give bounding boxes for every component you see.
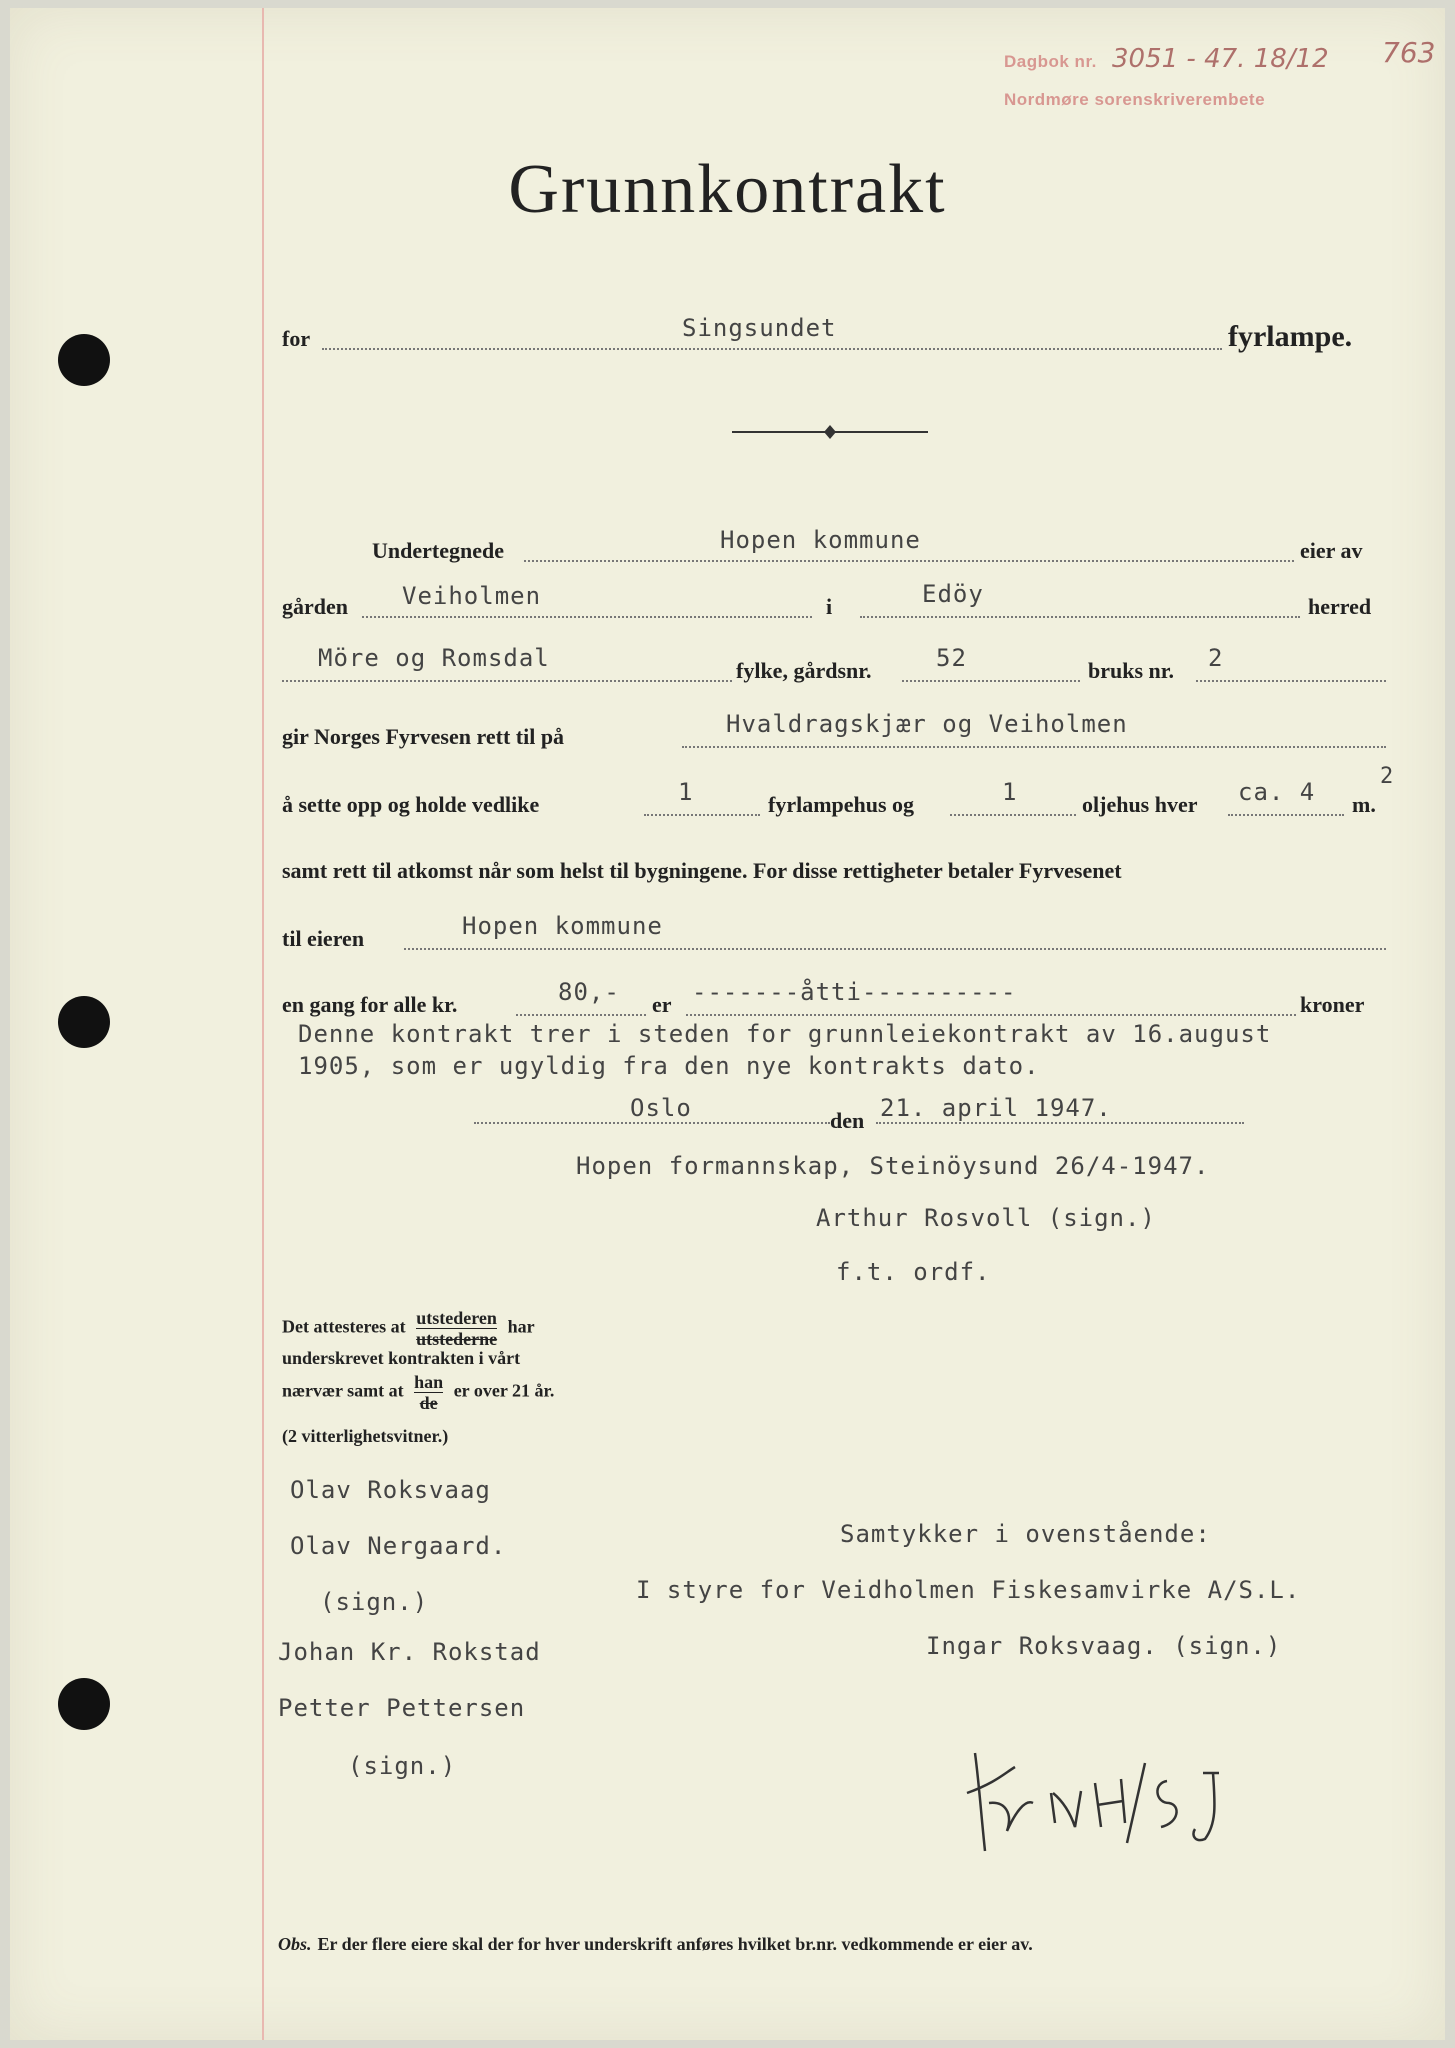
attest-l3-post: er over 21 år. <box>453 1380 555 1401</box>
obs-text: Er der flere eiere skal der for hver underskrift anføres hvilket br.nr. vedkommende er eier av. <box>317 1934 1033 1954</box>
attest-pronoun-plural: de <box>419 1393 438 1413</box>
punch-hole-top <box>58 334 110 386</box>
witness-2: Olav Nergaard. <box>290 1532 507 1560</box>
dotted-line <box>860 616 1300 618</box>
formannskap-signer: Arthur Rosvoll (sign.) <box>816 1204 1156 1232</box>
attest-l3-pre: nærvær samt at <box>282 1380 404 1401</box>
field-grant-location: Hvaldragskjær og Veiholmen <box>726 710 1128 738</box>
field-municipality: Edöy <box>922 580 984 608</box>
label-lamphouse: fyrlampehus og <box>768 792 915 817</box>
label-i: i <box>826 594 833 619</box>
dotted-line <box>524 560 1294 562</box>
dotted-line <box>1196 680 1386 682</box>
label-herred: herred <box>1308 594 1372 619</box>
label-kroner: kroner <box>1300 992 1365 1017</box>
margin-line <box>262 8 264 2040</box>
attest-word-plural: utstederne <box>416 1329 498 1349</box>
label-er: er <box>652 992 672 1017</box>
label-bruksnr: bruks nr. <box>1088 658 1175 683</box>
dotted-line <box>876 1122 1244 1124</box>
stamp-line-2: Nordmøre sorenskriverembete <box>1004 90 1266 109</box>
dotted-line <box>950 814 1076 816</box>
dotted-line <box>322 348 1222 350</box>
attest-line-3 <box>282 1372 554 1413</box>
stamp-line-1: Dagbok nr. <box>1004 52 1097 71</box>
handwritten-initials <box>955 1743 1255 1863</box>
dotted-line <box>282 680 732 682</box>
dotted-line <box>362 616 812 618</box>
label-unit: m. <box>1352 792 1376 817</box>
field-lamp-count: 1 <box>678 778 694 806</box>
witness-4-sign: (sign.) <box>348 1752 457 1780</box>
label-build: å sette opp og holde vedlike <box>282 792 540 817</box>
label-county: fylke, gårdsnr. <box>736 658 872 683</box>
ornament-divider <box>730 422 930 442</box>
stamp-handwritten: 3051 - 47. 18/12 <box>1112 44 1329 74</box>
dotted-line <box>1228 814 1344 816</box>
punch-hole-middle <box>58 996 110 1048</box>
attest-l1-post: har <box>507 1316 535 1337</box>
document-page <box>10 8 1445 2040</box>
witness-4: Petter Pettersen <box>278 1694 526 1722</box>
field-county: Möre og Romsdal <box>318 644 550 672</box>
witness-1: Olav Roksvaag <box>290 1476 491 1504</box>
field-date: 21. april 1947. <box>880 1094 1112 1122</box>
attest-word-singular: utstederen <box>416 1308 497 1328</box>
consent-line-3: Ingar Roksvaag. (sign.) <box>926 1632 1282 1660</box>
field-light-name: Singsundet <box>682 314 837 342</box>
field-gardsnr: 52 <box>936 644 967 672</box>
note-line-1: Denne kontrakt trer i steden for grunnleiekontrakt av 16.august <box>298 1020 1272 1048</box>
formannskap-title: f.t. ordf. <box>836 1258 991 1286</box>
label-payment: en gang for alle kr. <box>282 992 458 1017</box>
field-amount: 80,- <box>558 978 620 1006</box>
dotted-line <box>474 1122 830 1124</box>
access-text: samt rett til atkomst når som helst til bygningene. For disse rettigheter betaler Fyrvesenet <box>282 858 1122 883</box>
label-fyrlampe: fyrlampe. <box>1228 320 1353 353</box>
label-garden: gården <box>282 594 348 619</box>
field-bruksnr: 2 <box>1208 644 1224 672</box>
witness-3: Johan Kr. Rokstad <box>278 1638 541 1666</box>
label-for: for <box>282 326 311 351</box>
unit-superscript: 2 <box>1380 764 1395 789</box>
attest-l1-pre: Det attesteres at <box>282 1316 406 1337</box>
document-title: Grunnkontrakt <box>508 151 947 228</box>
field-farm: Veiholmen <box>402 582 542 610</box>
label-to-owner: til eieren <box>282 926 365 951</box>
dotted-line <box>516 1014 646 1016</box>
field-size: ca. 4 <box>1238 778 1316 806</box>
label-den: den <box>830 1108 865 1133</box>
dotted-line <box>644 814 760 816</box>
field-amount-words: -------åtti---------- <box>692 978 1017 1006</box>
field-oilhouse-count: 1 <box>1002 778 1018 806</box>
obs-footnote <box>278 1934 1033 1955</box>
label-oilhouse: oljehus hver <box>1082 792 1198 817</box>
attest-pronoun-singular: han <box>414 1372 444 1392</box>
dotted-line <box>902 680 1080 682</box>
label-grant: gir Norges Fyrvesen rett til på <box>282 724 565 749</box>
attest-line-1 <box>282 1308 535 1349</box>
witness-2-sign: (sign.) <box>320 1588 429 1616</box>
formannskap-line: Hopen formannskap, Steinöysund 26/4-1947. <box>576 1152 1210 1180</box>
consent-line-2: I styre for Veidholmen Fiskesamvirke A/S.L. <box>636 1576 1301 1604</box>
dotted-line <box>686 1014 1296 1016</box>
consent-line-1: Samtykker i ovenstående: <box>840 1520 1211 1548</box>
attest-line-2: underskrevet kontrakten i vårt <box>282 1348 521 1368</box>
punch-hole-bottom <box>58 1678 110 1730</box>
field-recipient: Hopen kommune <box>462 912 663 940</box>
label-eier-av: eier av <box>1300 538 1363 563</box>
label-undertegnede: Undertegnede <box>372 538 504 563</box>
dotted-line <box>682 746 1386 748</box>
obs-label: Obs. <box>278 1934 312 1954</box>
page-number: 763 <box>1382 36 1436 69</box>
field-owner: Hopen kommune <box>720 526 921 554</box>
field-place: Oslo <box>630 1094 692 1122</box>
note-line-2: 1905, som er ugyldig fra den nye kontrakts dato. <box>298 1052 1040 1080</box>
attest-line-4: (2 vitterlighetsvitner.) <box>282 1426 449 1446</box>
dotted-line <box>404 948 1386 950</box>
